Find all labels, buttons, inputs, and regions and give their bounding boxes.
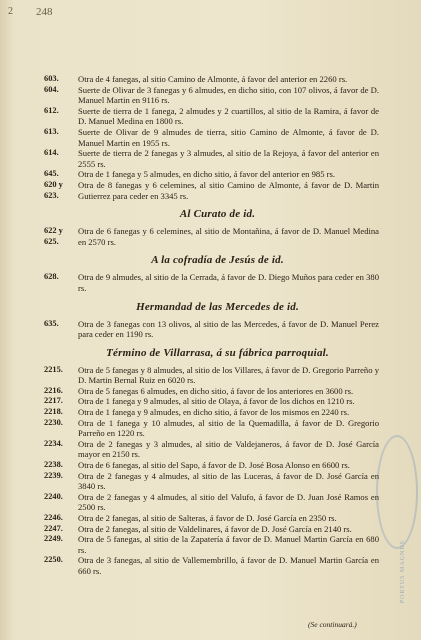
entry-row [0,74,421,85]
entry-text: Otra de 6 fanegas, al sitio del Sapo, á favor de D. José Bosa Alonso en 6600 rs. [78,460,350,471]
entry-number: 635. [44,318,59,328]
entry-row [0,407,421,418]
entry-text: Suerte de Olivar de 3 fanegas y 6 almudes, en dicho sitio, con 107 olivos, á favor de D. Manuel Martin en 9116 rs. [78,84,379,106]
entry-row [0,127,421,148]
section-heading: Hermandad de las Mercedes de id. [136,300,299,313]
entry-text: Otra de 8 fanegas y 6 celemines, al sitio Camino de Almonte, á favor de D. Martin Gutierrez para ceder en 3345 rs. [78,179,379,201]
entry-number: 2230. [44,417,63,427]
corner-mark: 2 [8,6,13,17]
section-heading: Término de Villarrasa, á su fábrica parroquial. [106,346,329,359]
entry-text: Otra de 2 fanegas, al sitio de Valdelinares, á favor de D. José García en 2140 rs. [78,523,352,534]
entry-text: Otra de 4 fanegas, al sitio Camino de Almonte, á favor del anterior en 2260 rs. [78,74,348,84]
section-heading: A la cofradía de Jesús de id. [151,254,284,267]
entry-row [0,365,421,386]
entry-text: Otra de 5 fanegas, al sitio de la Zapatería á favor de D. Manuel Martin García en 680 rs. [78,534,379,555]
entry-text: Otra de 1 fanega y 5 almudes, en dicho sitio, á favor del anterior en 985 rs. [78,169,336,180]
entry-number: 2239. [44,470,63,480]
entry-number: 2246. [44,513,63,522]
entry-text: Otra de 5 fanegas 6 almudes, en dicho sitio, á favor de los anteriores en 3600 rs. [78,385,354,396]
entry-number: 603. [44,74,59,83]
entry-text: Otra de 1 fanega y 9 almudes, al sitio de Olaya, á favor de los dichos en 1210 rs. [78,396,355,407]
entry-row [0,169,421,180]
entry-row [0,439,421,460]
entry-number: 2238. [44,460,63,470]
entry-number: 2218. [44,407,63,417]
entry-number: 622 y 625. [44,226,63,246]
entry-number: 2217. [44,396,63,406]
entry-row [0,386,421,397]
entry-text: Otra de 6 fanegas y 6 celemines, al sitio de Montañina, á favor de D. Manuel Medina en 2570 rs. [78,226,379,247]
entry-row [0,226,421,247]
entry-number: 620 y 623. [44,179,63,200]
entry-text: Otra de 9 almudes, al sitio de la Cerrada, á favor de D. Diego Muños para ceder en 380 rs. [78,272,379,293]
entry-row [0,524,421,535]
entry-text: Otra de 5 fanegas y 8 almudes, al sitio de los Villares, á favor de D. Gregorio Parreño y D. Martin Bernal Ruiz en 6020 rs. [78,364,379,386]
archive-stamp-text: PORTUS MAGNUS [400,540,406,604]
page-number: 248 [36,6,53,18]
entry-row [0,418,421,439]
entry-number: 2234. [44,438,63,448]
entry-number: 612. [44,105,59,115]
entry-text: Suerte de Olivar de 9 almudes de tierra, sitio Camino de Almonte, á favor de D. Manuel Martin en 1955 rs. [78,126,379,148]
entry-text: Suerte de tierra de 2 fanegas y 3 almudes, al sitio de la Rejoya, á favor del anterior en 2555 rs. [78,148,379,169]
entry-text: Otra de 2 fanegas y 4 almudes, al sitio de las Luceras, á favor de D. José García en 3840 rs. [78,470,379,492]
entry-number: 2215. [44,364,63,374]
entry-number: 613. [44,126,59,136]
entry-text: Otra de 1 fanega y 10 almudes, al sitio de la Quemadilla, á favor de D. Gregorio Parreño en 1220 rs. [78,417,379,439]
entry-text: Otra de 1 fanega y 9 almudes, en dicho sitio, á favor de los mismos en 2240 rs. [78,407,350,418]
entry-row [0,555,421,576]
entry-row [0,106,421,127]
entry-row [0,180,421,201]
entry-number: 2216. [44,385,63,395]
entry-row [0,396,421,407]
entry-number: 628. [44,272,59,282]
entry-number: 2240. [44,491,63,501]
entry-text: Otra de 2 fanegas, al sitio de Salteras, á favor de D. José García en 2350 rs. [78,513,337,523]
entry-row [0,148,421,169]
continuation-note: (Se continuará.) [308,620,357,629]
entry-row [0,492,421,513]
entry-row [0,85,421,106]
entry-row [0,272,421,293]
entry-number: 614. [44,148,59,158]
entry-text: Otra de 2 fanegas y 4 almudes, al sitio del Valufo, á favor de D. Juan José Ramos en 2500 rs. [78,491,379,513]
entry-number: 2249. [44,534,63,544]
entry-text: Suerte de tierra de 1 fanega, 2 almudes y 2 cuartillos, al sitio de la Ramira, á favor de D. Manuel Medina en 1800 rs. [78,105,379,127]
entry-number: 2250. [44,555,63,565]
entry-text: Otra de 2 fanegas y 3 almudes, al sitio de Valdejaneros, á favor de D. José García mayor en 2150 rs. [78,438,379,460]
section-heading: Al Curato de id. [179,208,256,221]
entry-row [0,460,421,471]
entry-number: 2247. [44,523,63,533]
entry-text: Otra de 3 fanegas, al sitio de Vallemembrillo, á favor de D. Manuel Martin García en 660 rs. [78,555,379,576]
entry-text: Otra de 3 fanegas con 13 olivos, al sitio de las Mercedes, á favor de D. Manuel Perez para ceder en 1190 rs. [78,318,379,340]
entry-number: 604. [44,84,59,94]
entry-number: 645. [44,169,59,179]
document-body [0,74,421,577]
entry-row [0,534,421,555]
entry-row [0,319,421,340]
entry-row [0,471,421,492]
entry-row [0,513,421,524]
